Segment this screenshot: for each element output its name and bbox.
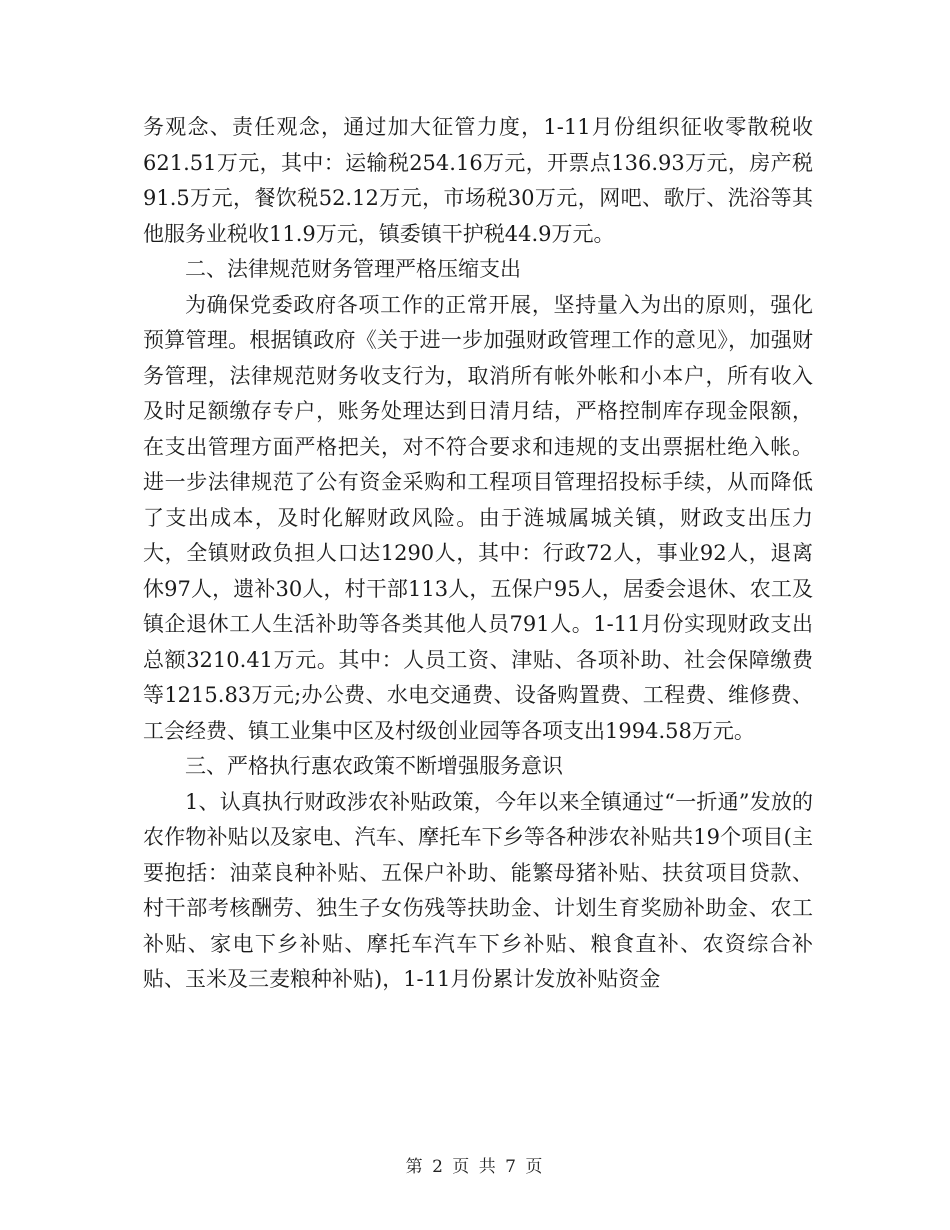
- section-heading-agriculture-policy: 三、严格执行惠农政策不断增强服务意识: [185, 754, 563, 778]
- paragraph-tax-collection: 务观念、责任观念，通过加大征管力度，1-11月份组织征收零散税收621.51万元，其中：运输税254.16万元，开票点136.93万元，房产税91.5万元，餐饮税52.12万元，市场税30万元，网吧、歌厅、洗浴等其他服务业税收11.9万元，镇委镇干护税44.9万元。: [143, 115, 813, 246]
- section-heading-finance-management: 二、法律规范财务管理严格压缩支出: [185, 257, 521, 281]
- paragraph-expenditure: 为确保党委政府各项工作的正常开展，坚持量入为出的原则，强化预算管理。根据镇政府《关于进一步加强财政管理工作的意见》，加强财务管理，法律规范财务收支行为，取消所有帐外帐和小本户，所有收入及时足额缴存专户，账务处理达到日清月结，严格控制库存现金限额，在支出管理方面严格把关，对不符合要求和违规的支出票据杜绝入帐。进一步法律规范了公有资金采购和工程项目管理招投标手续，从而降低了支出成本，及时化解财政风险。由于涟城属城关镇，财政支出压力大，全镇财政负担人口达1290人，其中：行政72人，事业92人，退离休97人，遗补30人，村干部113人，五保户95人，居委会退休、农工及镇企退休工人生活补助等各类其他人员791人。1-11月份实现财政支出总额3210.41万元。其中：人员工资、津贴、各项补助、社会保障缴费等1215.83万元;办公费、水电交通费、设备购置费、工程费、维修费、工会经费、镇工业集中区及村级创业园等各项支出1994.58万元。: [143, 292, 813, 743]
- paragraph-subsidies: 1、认真执行财政涉农补贴政策，今年以来全镇通过“一折通”发放的农作物补贴以及家电、汽车、摩托车下乡等各种涉农补贴共19个项目(主要抱括：油菜良种补贴、五保户补助、能繁母猪补贴、扶贫项目贷款、村干部考核酬劳、独生子女伤残等扶助金、计划生育奖励补助金、农工补贴、家电下乡补贴、摩托车汽车下乡补贴、粮食直补、农资综合补贴、玉米及三麦粮种补贴)，1-11月份累计发放补贴资金: [143, 789, 813, 991]
- page-number-footer: 第 2 页 共 7 页: [405, 1157, 545, 1177]
- document-body: [143, 110, 813, 998]
